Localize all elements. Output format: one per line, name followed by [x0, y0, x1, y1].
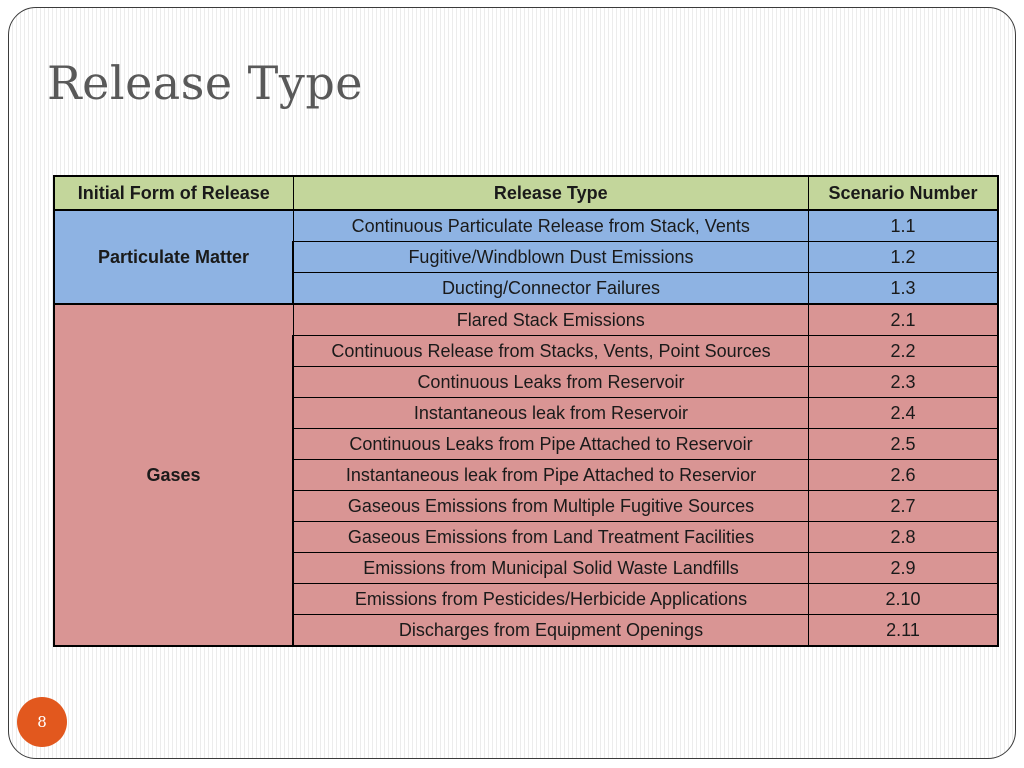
header-scenario-number: Scenario Number — [809, 176, 999, 210]
release-type-cell: Continuous Release from Stacks, Vents, Point Sources — [293, 336, 809, 367]
scenario-number-cell: 2.9 — [809, 553, 999, 584]
scenario-number-cell: 2.8 — [809, 522, 999, 553]
scenario-number-cell: 2.3 — [809, 367, 999, 398]
initial-form-cell: Particulate Matter — [54, 210, 293, 304]
table-row — [54, 304, 998, 336]
scenario-number-cell: 2.1 — [809, 304, 999, 336]
scenario-number-cell: 2.11 — [809, 615, 999, 647]
release-type-cell: Continuous Particulate Release from Stack, Vents — [293, 210, 809, 242]
table-row — [54, 210, 998, 242]
release-type-cell: Continuous Leaks from Pipe Attached to Reservoir — [293, 429, 809, 460]
release-type-cell: Instantaneous leak from Reservoir — [293, 398, 809, 429]
release-type-cell: Emissions from Municipal Solid Waste Landfills — [293, 553, 809, 584]
release-type-cell: Gaseous Emissions from Land Treatment Facilities — [293, 522, 809, 553]
release-type-cell: Instantaneous leak from Pipe Attached to Reservior — [293, 460, 809, 491]
header-release-type: Release Type — [293, 176, 809, 210]
release-table — [53, 175, 999, 647]
scenario-number-cell: 2.10 — [809, 584, 999, 615]
page-number-badge: 8 — [17, 697, 67, 747]
scenario-number-cell: 2.6 — [809, 460, 999, 491]
header-initial-form: Initial Form of Release — [54, 176, 293, 210]
table-body — [54, 210, 998, 646]
scenario-number-cell: 2.5 — [809, 429, 999, 460]
scenario-number-cell: 1.2 — [809, 242, 999, 273]
release-type-cell: Discharges from Equipment Openings — [293, 615, 809, 647]
slide-title: Release Type — [47, 56, 364, 110]
release-type-table — [53, 175, 999, 647]
initial-form-cell: Gases — [54, 304, 293, 646]
scenario-number-cell: 2.7 — [809, 491, 999, 522]
release-type-cell: Gaseous Emissions from Multiple Fugitive Sources — [293, 491, 809, 522]
release-type-cell: Emissions from Pesticides/Herbicide Applications — [293, 584, 809, 615]
release-type-cell: Fugitive/Windblown Dust Emissions — [293, 242, 809, 273]
release-type-cell: Flared Stack Emissions — [293, 304, 809, 336]
slide-frame — [8, 7, 1016, 759]
scenario-number-cell: 1.1 — [809, 210, 999, 242]
scenario-number-cell: 2.2 — [809, 336, 999, 367]
release-type-cell: Continuous Leaks from Reservoir — [293, 367, 809, 398]
table-header-row — [54, 176, 998, 210]
scenario-number-cell: 1.3 — [809, 273, 999, 305]
scenario-number-cell: 2.4 — [809, 398, 999, 429]
release-type-cell: Ducting/Connector Failures — [293, 273, 809, 305]
